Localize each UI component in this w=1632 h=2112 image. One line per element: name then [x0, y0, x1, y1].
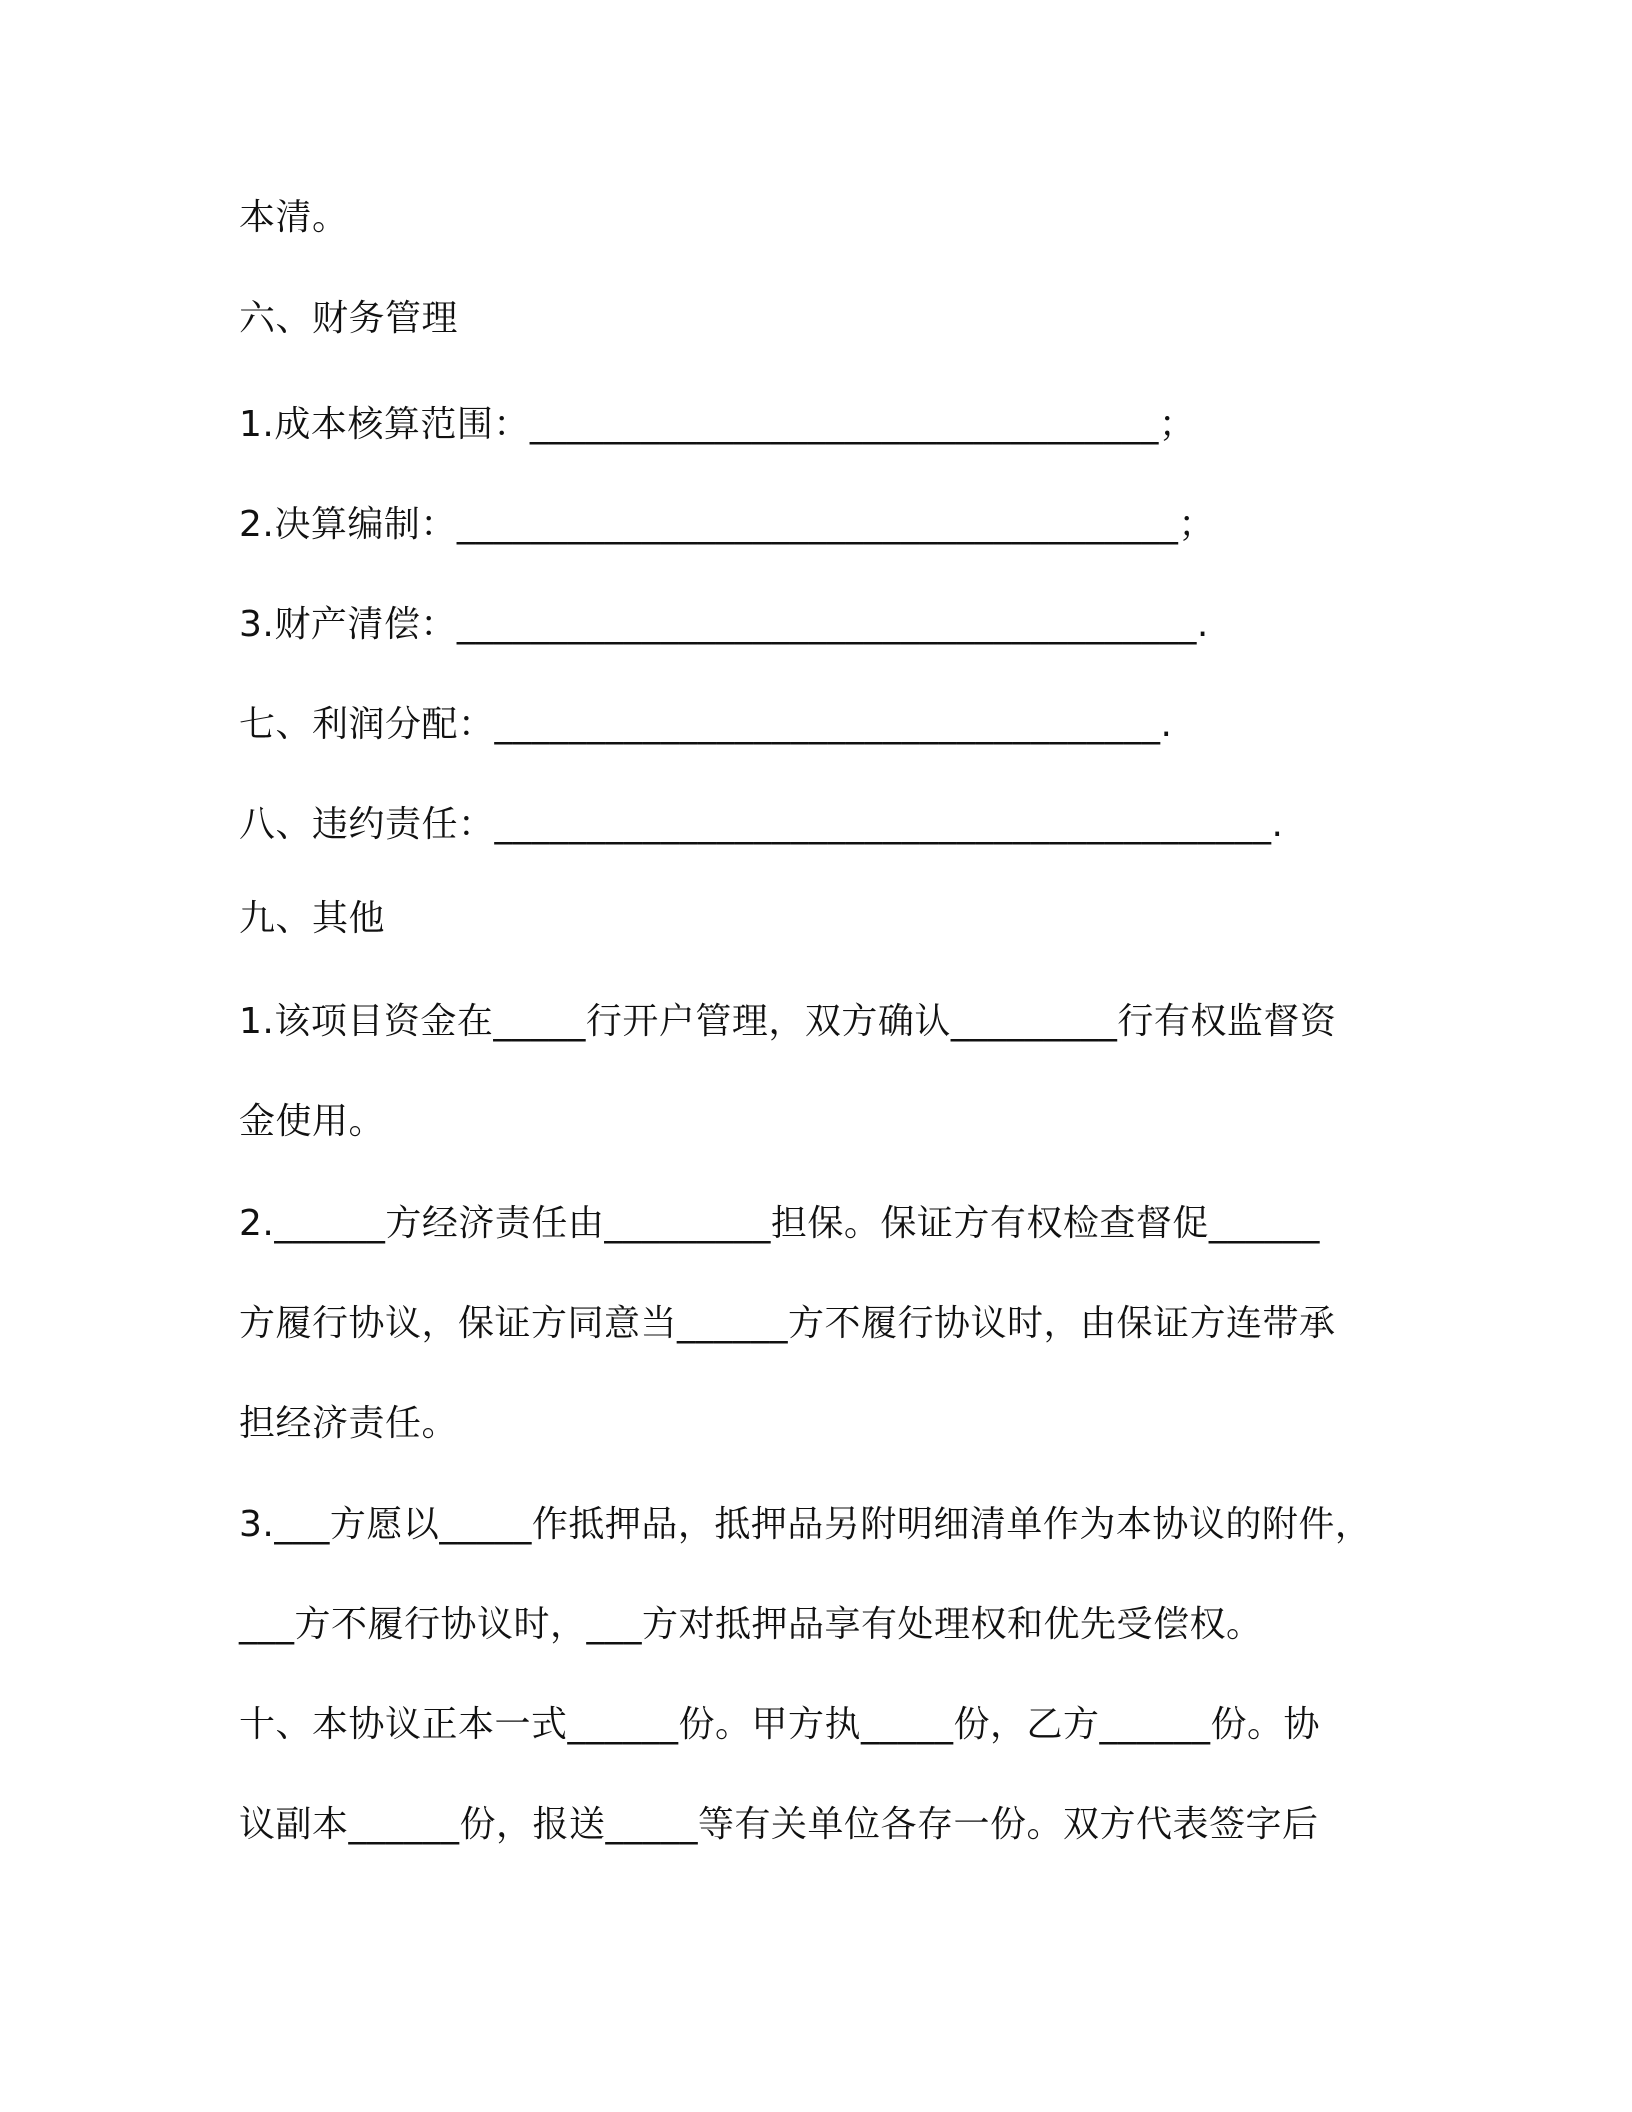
- section-heading-copies: 十、本协议正本一式______份。甲方执_____份，乙方______份。协: [239, 1704, 1321, 1745]
- section-heading-other: 九、其他: [239, 898, 386, 939]
- paragraph-line: 1.成本核算范围：__________________________________；: [239, 404, 1196, 445]
- paragraph-line: 担经济责任。: [239, 1403, 459, 1444]
- paragraph-line: ___方不履行协议时，___方对抵押品享有处理权和优先受偿权。: [239, 1604, 1263, 1645]
- section-heading-liability: 八、违约责任：__________________________________________.: [239, 804, 1284, 845]
- paragraph-line: 本清。: [239, 197, 349, 238]
- section-heading-profit: 七、利润分配：____________________________________.: [239, 704, 1173, 745]
- paragraph-line: 3.财产清偿：________________________________________.: [239, 604, 1209, 645]
- section-heading-finance: 六、财务管理: [239, 298, 459, 339]
- paragraph-line: 金使用。: [239, 1101, 386, 1142]
- paragraph-line: 1.该项目资金在_____行开户管理，双方确认_________行有权监督资: [239, 1001, 1337, 1042]
- paragraph-line: 2.______方经济责任由_________担保。保证方有权检查督促______: [239, 1203, 1320, 1244]
- paragraph-line: 方履行协议，保证方同意当______方不履行协议时，由保证方连带承: [239, 1303, 1336, 1344]
- paragraph-line: 议副本______份，报送_____等有关单位各存一份。双方代表签字后: [239, 1804, 1319, 1845]
- paragraph-line: 2.决算编制：_______________________________________；: [239, 504, 1215, 545]
- paragraph-line: 3.___方愿以_____作抵押品，抵押品另附明细清单作为本协议的附件，: [239, 1504, 1372, 1545]
